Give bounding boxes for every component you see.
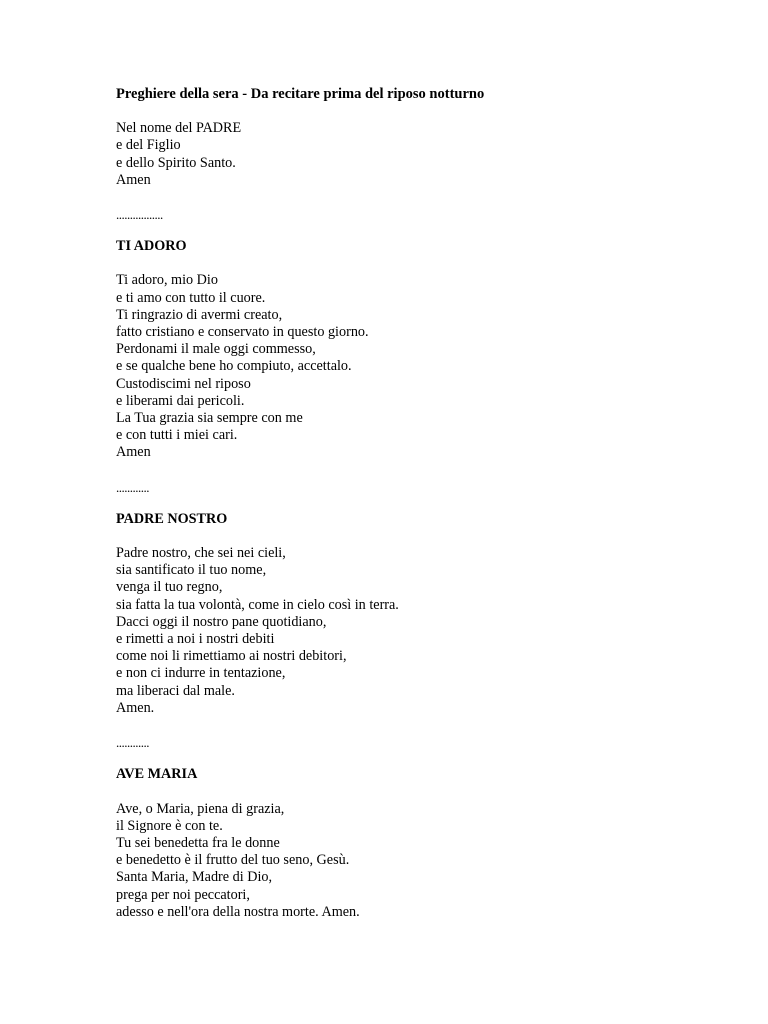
- prayer-line: Ave, o Maria, piena di grazia,: [116, 800, 285, 817]
- intro-line: Amen: [116, 171, 151, 188]
- separator-dots: ............: [116, 479, 149, 495]
- prayer-line: Ti ringrazio di avermi creato,: [116, 306, 283, 323]
- prayer-line: Amen: [116, 444, 151, 461]
- prayer-line: il Signore è con te.: [116, 817, 223, 834]
- prayer-line: prega per noi peccatori,: [116, 886, 250, 903]
- prayer-line: La Tua grazia sia sempre con me: [116, 410, 303, 427]
- prayer-line: e ti amo con tutto il cuore.: [116, 289, 266, 306]
- prayer-line: adesso e nell'ora della nostra morte. Amen.: [116, 903, 360, 920]
- prayer-line: Amen.: [116, 699, 155, 716]
- prayer-line: Custodiscimi nel riposo: [116, 375, 251, 392]
- prayer-line: come noi li rimettiamo ai nostri debitori,: [116, 648, 347, 665]
- section-heading: PADRE NOSTRO: [116, 510, 228, 527]
- prayer-line: Ti adoro, mio Dio: [116, 272, 218, 289]
- prayer-line: Padre nostro, che sei nei cieli,: [116, 545, 286, 562]
- prayer-line: Dacci oggi il nostro pane quotidiano,: [116, 613, 327, 630]
- intro-line: e del Figlio: [116, 137, 181, 154]
- intro-line: Nel nome del PADRE: [116, 120, 242, 137]
- section-ave-maria: [116, 766, 736, 921]
- prayer-line: venga il tuo regno,: [116, 579, 223, 596]
- prayer-line: sia fatta la tua volontà, come in cielo così in terra.: [116, 596, 399, 613]
- document-page: [116, 86, 736, 921]
- prayer-line: e se qualche bene ho compiuto, accettalo.: [116, 358, 352, 375]
- prayer-line: sia santificato il tuo nome,: [116, 562, 267, 579]
- separator-dots: .................: [116, 207, 163, 223]
- prayer-line: e non ci indurre in tentazione,: [116, 665, 286, 682]
- separator-dots: ............: [116, 735, 149, 751]
- prayer-line: Santa Maria, Madre di Dio,: [116, 869, 273, 886]
- document-title: Preghiere della sera - Da recitare prima del riposo notturno: [116, 86, 485, 102]
- section-ti-adoro: [116, 238, 736, 461]
- prayer-line: e rimetti a noi i nostri debiti: [116, 631, 275, 648]
- prayer-line: e benedetto è il frutto del tuo seno, Gesù.: [116, 852, 350, 869]
- prayer-line: e liberami dai pericoli.: [116, 392, 245, 409]
- intro-line: e dello Spirito Santo.: [116, 154, 236, 171]
- intro-prayer: [116, 120, 736, 189]
- prayer-line: Tu sei benedetta fra le donne: [116, 834, 280, 851]
- prayer-line: Perdonami il male oggi commesso,: [116, 341, 316, 358]
- section-padre-nostro: [116, 511, 736, 717]
- section-heading: AVE MARIA: [116, 766, 198, 783]
- section-heading: TI ADORO: [116, 238, 187, 255]
- prayer-line: ma liberaci dal male.: [116, 682, 235, 699]
- prayer-line: fatto cristiano e conservato in questo giorno.: [116, 324, 369, 341]
- prayer-line: e con tutti i miei cari.: [116, 427, 238, 444]
